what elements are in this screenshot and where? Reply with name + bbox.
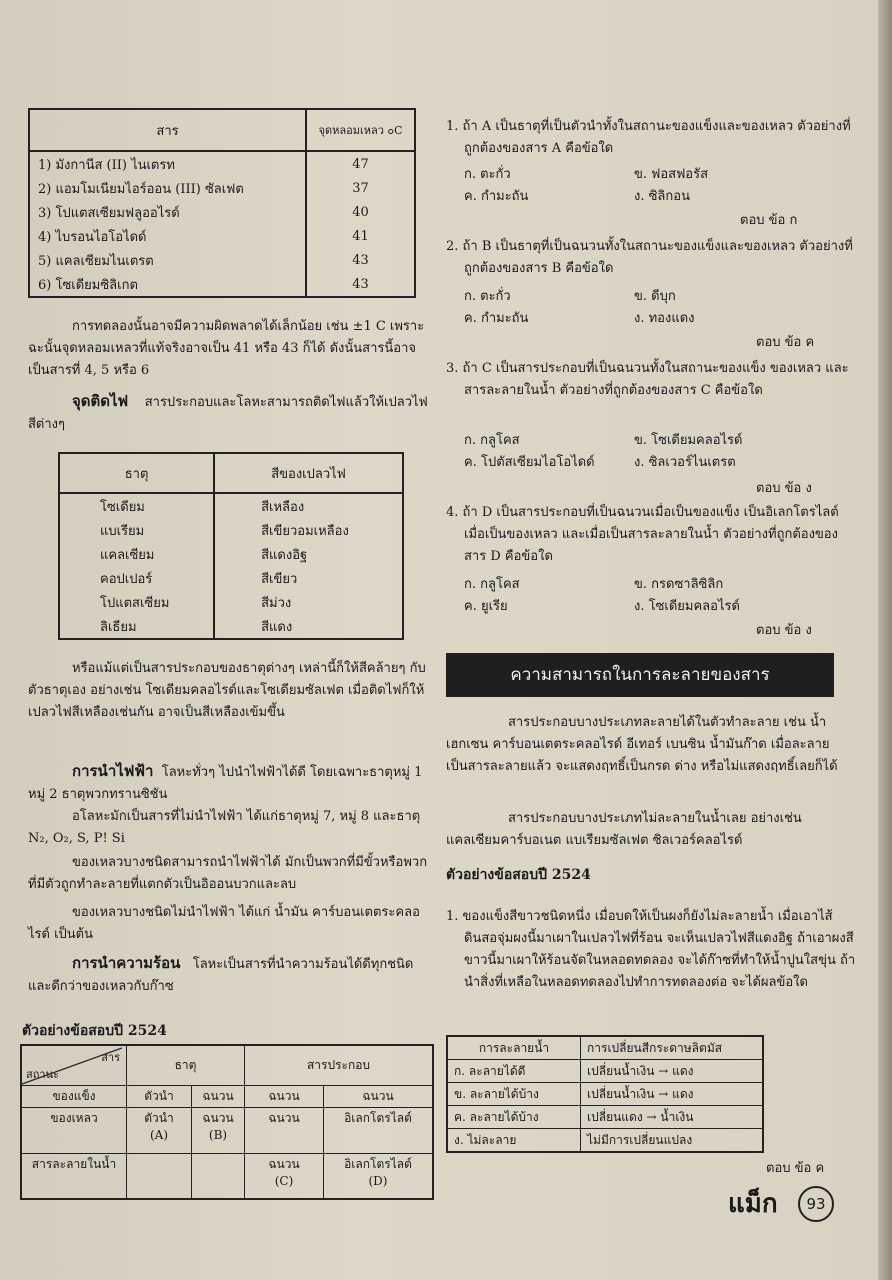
corner-header: [21, 1045, 127, 1085]
option: ง. ซิลิกอน: [634, 189, 690, 204]
section-heading: จุดติดไฟ: [72, 392, 129, 410]
table-cell: [324, 1153, 434, 1199]
paragraph: อโลหะมักเป็นสารที่ไม่นำไฟฟ้า ได้แก่ธาตุหมู่ 7, หมู่ 8 และธาตุ N₂, O₂, S, P! Si: [28, 809, 421, 846]
table-cell: สีม่วง: [214, 590, 403, 614]
paragraph: ของเหลวบางชนิดสามารถนำไฟฟ้าได้ มักเป็นพวกที่มีขั้วหรือพวกที่มีตัวถูกทำละลายที่แตกตัวเป็นอิออนบวกและลบ: [28, 855, 428, 892]
table-row: [29, 151, 415, 176]
table-cell: แบเรียม: [100, 523, 145, 539]
table-row: [29, 176, 415, 200]
table-cell: 5) แคลเซียมไนเตรต: [38, 253, 154, 269]
table-row: [59, 518, 403, 542]
state-cell: ของแข็ง: [21, 1085, 127, 1107]
table-cell: 4) ไบรอนไอโอไดด์: [38, 229, 147, 245]
table-cell: โซเดียม: [100, 499, 145, 515]
table-cell: 47: [306, 151, 415, 176]
answer-2: ตอบ ข้อ ค: [756, 335, 815, 350]
cell-text: ฉนวน: [202, 1110, 234, 1125]
table-cell: ฉนวน: [192, 1085, 245, 1107]
table-cell: เปลี่ยนน้ำเงิน → แดง: [581, 1083, 764, 1106]
option: ข. กรดซาลิซิลิก: [634, 577, 724, 592]
table-cell: [192, 1107, 245, 1153]
exam-heading: ตัวอย่างข้อสอบปี 2524: [22, 1023, 167, 1039]
option: ก. ตะกั่ว: [464, 289, 511, 304]
corner-bottom-label: สถานะ: [26, 1067, 59, 1081]
table-header: การเปลี่ยนสีกระดาษลิตมัส: [581, 1036, 764, 1060]
cell-tag-c: (C): [274, 1173, 294, 1188]
flame-color-table: [58, 452, 404, 640]
cell-tag-a: (A): [149, 1127, 169, 1142]
state-cell: ของเหลว: [21, 1107, 127, 1153]
options-1: [464, 164, 834, 208]
group-header-elements: ธาตุ: [127, 1045, 245, 1085]
table-cell: 43: [306, 248, 415, 272]
melting-point-table: [28, 108, 416, 298]
options-4: [464, 574, 834, 618]
option: ค. กำมะถัน: [464, 189, 529, 204]
paragraph: หรือแม้แต่เป็นสารประกอบของธาตุต่างๆ เหล่านี้ก็ให้สีคล้ายๆ กับตัวธาตุเอง อย่างเช่น โซเดียมคลอไรด์และโซเดียมซัลเฟต เมื่อติดไฟก็ให้เปลวไฟสีเหลืองเช่นกัน อาจเป็นสีเหลืองเข้มขึ้น: [28, 661, 426, 720]
table-cell: สีเขียว: [214, 566, 403, 590]
question-4: 4. ถ้า D เป็นสารประกอบที่เป็นฉนวนเมื่อเป็นของแข็ง เป็นอิเลกโตรไลต์เมื่อเป็นของเหลว และเมื่อเป็นสารละลายในน้ำ ตัวอย่างที่ถูกต้องของสาร D คือข้อใด: [446, 505, 839, 564]
options-3: [464, 430, 834, 474]
cell-tag-d: (D): [368, 1173, 388, 1188]
option: ค. ยูเรีย: [464, 599, 508, 614]
option: ง. โซเดียมคลอไรด์: [634, 599, 740, 614]
table-header: ธาตุ: [59, 453, 214, 493]
table-cell: 43: [306, 272, 415, 297]
paragraph: [28, 760, 430, 806]
option: ข. โซเดียมคลอไรด์: [634, 433, 743, 448]
text: สารประกอบและโลหะสามารถติดไฟแล้วให้เปลวไฟสีต่างๆ: [28, 395, 428, 432]
options-2: [464, 286, 834, 330]
option: ข. ดีบุก: [634, 289, 676, 304]
table-cell: ก. ละลายได้ดี: [447, 1060, 581, 1083]
table-row: [29, 248, 415, 272]
table-cell: เปลี่ยนน้ำเงิน → แดง: [581, 1060, 764, 1083]
table-row: [447, 1129, 763, 1153]
table-row: [59, 590, 403, 614]
answer-1: ตอบ ข้อ ก: [740, 213, 798, 228]
table-cell: ข. ละลายได้บ้าง: [447, 1083, 581, 1106]
exam-state-table: [20, 1044, 434, 1200]
paragraph: สารประกอบบางประเภทละลายได้ในตัวทำละลาย เช่น น้ำ เฮกเซน คาร์บอนเตตระคลอไรด์ อีเทอร์ เบนซิน น้ำมันก๊าด เมื่อละลายเป็นสารละลายแล้ว จะแสดงฤทธิ์เป็นกรด ด่าง หรือไม่แสดงฤทธิ์เลยก็ได้: [446, 715, 838, 774]
table-cell: อิเลกโตรไลต์: [324, 1107, 434, 1153]
text: โลหะทั่วๆ ไปนำไฟฟ้าได้ดี โดยเฉพาะธาตุหมู่ 1 หมู่ 2 ธาตุพวกทรานซิชัน: [28, 765, 423, 802]
table-row: [29, 272, 415, 297]
table-cell: 6) โซเดียมซิลิเกต: [38, 277, 138, 293]
section-heading: การนำความร้อน: [72, 954, 181, 972]
section-heading: การนำไฟฟ้า: [72, 762, 154, 780]
table-row: [59, 614, 403, 639]
exam-heading: ตัวอย่างข้อสอบปี 2524: [446, 867, 591, 883]
cell-text: ฉนวน: [268, 1156, 300, 1171]
table-cell: [127, 1153, 192, 1199]
section-banner: ความสามารถในการละลายของสาร: [446, 653, 834, 697]
page-number: 93: [798, 1186, 834, 1222]
table-cell: 3) โปแตสเซียมฟลูออไรด์: [38, 205, 180, 221]
table-cell: สีแดง: [214, 614, 403, 639]
table-cell: 1) มังกานีส (II) ไนเตรท: [38, 157, 175, 173]
table-cell: ฉนวน: [324, 1085, 434, 1107]
option: ก. กลูโคส: [464, 433, 520, 448]
state-cell: สารละลายในน้ำ: [21, 1153, 127, 1199]
question-5: 1. ของแข็งสีขาวชนิดหนึ่ง เมื่อบดให้เป็นผงก็ยังไม่ละลายน้ำ เมื่อเอาไส้ดินสอจุ่มผงนี้มาเผาในเปลวไฟที่ร้อน จะเห็นเปลวไฟสีแดงอิฐ ถ้าเอาผงสีขาวนี้มาเผาให้ร้อนจัดในหลอดทดลอง จะได้ก๊าซที่ทำให้น้ำปูนใสขุ่น ถ้านำสิ่งที่เหลือในหลอดทดลองไปทำการทดลองต่อ จะได้ผลข้อใด: [446, 909, 856, 990]
table-row: [29, 200, 415, 224]
solubility-table: [446, 1035, 764, 1153]
answer-5: ตอบ ข้อ ค: [766, 1161, 825, 1176]
table-cell: ตัวนำ: [127, 1085, 192, 1107]
cell-text: อิเลกโตรไลต์: [344, 1156, 412, 1171]
table-row: [59, 493, 403, 518]
table-cell: ฉนวน: [245, 1107, 324, 1153]
paragraph: [28, 952, 430, 998]
table-cell: 40: [306, 200, 415, 224]
table-row: [59, 542, 403, 566]
table-header: จุดหลอมเหลว ๐C: [306, 109, 415, 151]
answer-4: ตอบ ข้อ ง: [756, 623, 812, 638]
table-cell: ง. ไม่ละลาย: [447, 1129, 581, 1153]
table-row: [447, 1083, 763, 1106]
table-cell: ฉนวน: [245, 1085, 324, 1107]
table-cell: สีเหลือง: [214, 493, 403, 518]
table-row: [447, 1106, 763, 1129]
option: ง. ทองแดง: [634, 311, 695, 326]
table-cell: โปแตสเซียม: [100, 595, 170, 611]
table-cell: คอปเปอร์: [100, 571, 153, 587]
option: ก. ตะกั่ว: [464, 167, 511, 182]
question-2: 2. ถ้า B เป็นธาตุที่เป็นฉนวนทั้งในสถานะของแข็งและของเหลว ตัวอย่างที่ถูกต้องของสาร B คือข้อใด: [446, 239, 853, 276]
paragraph: ของเหลวบางชนิดไม่นำไฟฟ้า ได้แก่ น้ำมัน คาร์บอนเตตระคลอไรด์ เป็นต้น: [28, 905, 420, 942]
table-header: สาร: [29, 109, 306, 151]
table-cell: ลิเธียม: [100, 619, 137, 635]
option: ค. กำมะถัน: [464, 311, 529, 326]
table-cell: สีแดงอิฐ: [214, 542, 403, 566]
magazine-logo: แม็ก: [728, 1189, 778, 1219]
table-cell: 2) แอมโมเนียมไอร์ออน (III) ซัลเฟต: [38, 181, 244, 197]
table-header: สีของเปลวไฟ: [214, 453, 403, 493]
table-cell: ค. ละลายได้บ้าง: [447, 1106, 581, 1129]
answer-3: ตอบ ข้อ ง: [756, 481, 812, 496]
table-cell: แคลเซียม: [100, 547, 155, 563]
table-row: [447, 1060, 763, 1083]
text: โลหะเป็นสารที่นำความร้อนได้ดีทุกชนิด และดีกว่าของเหลวกับก๊าซ: [28, 957, 414, 994]
table-cell: สีเขียวอมเหลือง: [214, 518, 403, 542]
option: ข. ฟอสฟอรัส: [634, 167, 709, 182]
cell-tag-b: (B): [208, 1127, 228, 1142]
table-cell: [245, 1153, 324, 1199]
paragraph: การทดลองนั้นอาจมีความผิดพลาดได้เล็กน้อย เช่น ±1 C เพราะฉะนั้นจุดหลอมเหลวที่แท้จริงอาจเป็น 41 หรือ 43 ก็ได้ ดังนั้นสารนี้อาจเป็นสารที่ 4, 5 หรือ 6: [28, 319, 425, 378]
option: ค. โปตัสเซียมไอโอไดด์: [464, 455, 595, 470]
paragraph: สารประกอบบางประเภทไม่ละลายในน้ำเลย อย่างเช่น แคลเซียมคาร์บอเนต แบเรียมซัลเฟต ซิลเวอร์คลอไรด์: [446, 811, 802, 848]
paragraph: [28, 390, 430, 436]
table-cell: เปลี่ยนแดง → น้ำเงิน: [581, 1106, 764, 1129]
table-cell: 41: [306, 224, 415, 248]
table-header: การละลายน้ำ: [447, 1036, 581, 1060]
table-cell: 37: [306, 176, 415, 200]
table-cell: ไม่มีการเปลี่ยนแปลง: [581, 1129, 764, 1153]
table-row: [29, 224, 415, 248]
table-cell: [127, 1107, 192, 1153]
corner-top-label: สาร: [101, 1051, 120, 1064]
group-header-compounds: สารประกอบ: [245, 1045, 434, 1085]
option: ง. ซิลเวอร์ไนเตรต: [634, 455, 736, 470]
table-row: [59, 566, 403, 590]
cell-text: ตัวนำ: [144, 1110, 174, 1125]
table-cell: [192, 1153, 245, 1199]
page-edge-shadow: [878, 0, 892, 1280]
question-3: 3. ถ้า C เป็นสารประกอบที่เป็นฉนวนทั้งในสถานะของแข็ง ของเหลว และสารละลายในน้ำ ตัวอย่างที่ถูกต้องของสาร C คือข้อใด: [446, 361, 849, 398]
question-1: 1. ถ้า A เป็นธาตุที่เป็นตัวนำทั้งในสถานะของแข็งและของเหลว ตัวอย่างที่ถูกต้องของสาร A คือข้อใด: [446, 119, 851, 156]
option: ก. กลูโคส: [464, 577, 520, 592]
